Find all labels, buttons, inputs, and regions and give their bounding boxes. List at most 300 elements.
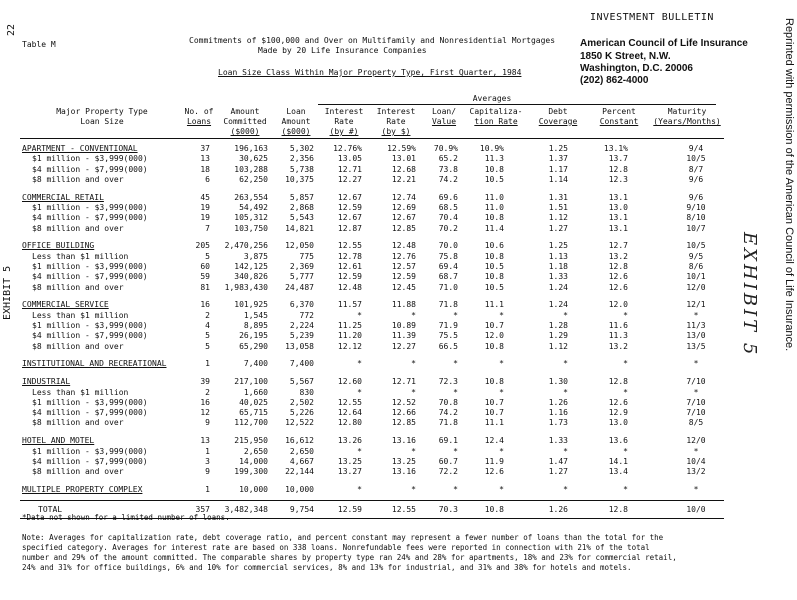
cell-capitalization-rate: 11.0 [484, 192, 504, 202]
cell-interest-rate-number: 12.55 [337, 241, 362, 251]
cell-loans: 13 [200, 154, 210, 164]
cell-capitalization-rate: 10.8 [484, 341, 504, 351]
cell-loans: 205 [195, 241, 210, 251]
cell-loan-value: * [453, 446, 458, 456]
cell-percent-constant: 12.8 [608, 262, 628, 271]
cell-interest-rate-dollar: * [411, 484, 416, 494]
cell-loans: 9 [205, 418, 210, 428]
cell-loan-amount: 6,370 [289, 300, 314, 310]
cell-interest-rate-dollar: 12.74 [391, 192, 416, 202]
cell-amount-committed: 3,875 [243, 251, 268, 261]
cell-loan-amount: 5,567 [289, 377, 314, 387]
cell-interest-rate-dollar: 12.85 [391, 418, 416, 428]
cell-maturity: 7/10 [686, 397, 706, 407]
cell-interest-rate-dollar: 12.68 [391, 164, 416, 174]
cell-loans: 60 [200, 262, 210, 271]
col-header-loan-value: Loan/ Value [431, 107, 457, 126]
cell-interest-rate-dollar: 13.16 [391, 467, 416, 477]
row-label: $1 million - $3,999(000) [32, 397, 148, 407]
cell-debt-coverage: 1.73 [548, 418, 568, 428]
cell-percent-constant: * [623, 446, 628, 456]
cell-debt-coverage: * [563, 484, 568, 494]
cell-loans: 1 [205, 484, 210, 494]
cell-maturity: 10/7 [686, 223, 706, 233]
cell-debt-coverage: 1.31 [548, 192, 568, 202]
cell-interest-rate-dollar: 12.85 [391, 223, 416, 233]
cell-maturity: * [693, 310, 699, 320]
cell-loans: 5 [205, 341, 210, 351]
col-header-loan-amount: Loan Amount ($000) [281, 107, 311, 136]
cell-loan-amount: 7,400 [289, 359, 314, 369]
cell-percent-constant: 12.8 [608, 377, 628, 387]
table-section-row [0, 300, 797, 310]
cell-loans: 5 [205, 251, 210, 261]
cell-loan-amount: 2,650 [289, 446, 314, 456]
cell-loan-value: 72.2 [438, 467, 458, 477]
cell-interest-rate-dollar: 12.66 [391, 408, 416, 418]
cell-percent-constant: 13.1 [608, 223, 628, 233]
cell-debt-coverage: 1.18 [548, 262, 568, 271]
table-label: Table M [22, 40, 56, 49]
cell-amount-committed: 1,545 [243, 310, 268, 320]
cell-loan-amount: 5,226 [289, 408, 314, 418]
cell-interest-rate-number: 12.76% [333, 144, 362, 153]
cell-capitalization-rate: * [499, 446, 504, 456]
cell-maturity: 9/6 [688, 192, 704, 202]
cell-capitalization-rate: 10.8 [484, 377, 504, 387]
cell-interest-rate-dollar: 12.67 [391, 213, 416, 223]
cell-debt-coverage: 1.33 [548, 436, 568, 446]
cell-loans: 13 [200, 436, 210, 446]
cell-loans: 3 [205, 456, 210, 466]
table-section-row [0, 144, 797, 154]
cell-interest-rate-dollar: 12.59 [391, 272, 416, 282]
cell-interest-rate-number: * [357, 387, 362, 397]
table-section-row [0, 359, 797, 369]
table-row [0, 224, 797, 234]
cell-debt-coverage: 1.28 [548, 321, 568, 330]
table-section-row [0, 436, 797, 446]
cell-interest-rate-number: 12.78 [337, 251, 362, 261]
row-label: $8 million and over [32, 223, 124, 233]
cell-loans: 37 [200, 144, 210, 153]
cell-loan-value: * [453, 484, 458, 494]
cell-loan-value: 70.3 [438, 504, 458, 514]
table-row [0, 388, 797, 398]
cell-capitalization-rate: 11.1 [484, 418, 504, 428]
cell-percent-constant: * [623, 484, 628, 494]
cell-interest-rate-number: 11.20 [337, 331, 362, 341]
cell-amount-committed: 340,826 [234, 272, 268, 282]
cell-debt-coverage: 1.26 [548, 397, 568, 407]
exhibit-handwritten-mark: EXHIBIT 5 [739, 232, 760, 358]
cell-loan-amount: 12,050 [285, 241, 314, 251]
cell-capitalization-rate: 10.8 [484, 213, 504, 223]
cell-interest-rate-number: * [357, 359, 362, 369]
cell-loans: 18 [200, 164, 210, 174]
note-line-4: 24% and 31% for office buildings, 6% and 10% for commercial services, 8% and 13% for industrial, and 31% and 38% for hotels and motels. [22, 563, 632, 572]
cell-interest-rate-dollar: 12.69 [391, 203, 416, 212]
row-label: $8 million and over [32, 418, 124, 428]
row-label: Less than $1 million [32, 387, 129, 397]
cell-capitalization-rate: 10.5 [484, 174, 504, 184]
cell-amount-committed: 10,000 [239, 484, 268, 494]
cell-amount-committed: 103,750 [234, 223, 268, 233]
cell-debt-coverage: 1.25 [548, 241, 568, 251]
footnote: *Data not shown for a limited number of loans. [22, 513, 230, 522]
cell-loan-amount: 2,224 [289, 321, 314, 330]
cell-loan-value: 70.0 [438, 241, 458, 251]
cell-debt-coverage: 1.26 [548, 504, 568, 514]
cell-amount-committed: 30,625 [239, 154, 268, 164]
cell-maturity: 13/5 [686, 341, 706, 351]
table-section-row [0, 241, 797, 251]
cell-capitalization-rate: 10.8 [484, 251, 504, 261]
cell-maturity: 8/5 [688, 418, 704, 428]
cell-maturity: 12/1 [686, 300, 706, 310]
col-header-property-type: Major Property Type Loan Size [56, 107, 148, 126]
cell-loan-value: * [453, 310, 458, 320]
col-header-percent-constant: Percent Constant [599, 107, 639, 126]
cell-loan-amount: 5,857 [289, 192, 314, 202]
averages-label: Averages [472, 94, 512, 103]
cell-debt-coverage: * [563, 359, 568, 369]
cell-debt-coverage: * [563, 446, 568, 456]
cell-loans: 2 [205, 310, 210, 320]
cell-capitalization-rate: * [499, 359, 504, 369]
org-name: American Council of Life Insurance [580, 38, 748, 49]
cell-amount-committed: 103,288 [234, 164, 268, 174]
cell-loan-value: 68.5 [438, 203, 458, 212]
cell-interest-rate-number: 13.26 [337, 436, 362, 446]
cell-interest-rate-dollar: 13.01 [391, 154, 416, 164]
cell-loans: 81 [200, 282, 210, 292]
cell-loan-value: 74.2 [438, 174, 458, 184]
cell-amount-committed: 40,025 [239, 397, 268, 407]
row-label: INSTITUTIONAL AND RECREATIONAL [22, 359, 167, 369]
row-label: $1 million - $3,999(000) [32, 154, 148, 164]
cell-maturity: * [693, 359, 699, 369]
cell-amount-committed: 101,925 [234, 300, 268, 310]
row-label: HOTEL AND MOTEL [22, 436, 95, 446]
cell-interest-rate-number: 12.71 [337, 164, 362, 174]
row-label: $4 million - $7,999(000) [32, 213, 148, 223]
cell-interest-rate-number: 12.67 [337, 192, 362, 202]
cell-amount-committed: 62,250 [239, 174, 268, 184]
cell-capitalization-rate: 10.5 [484, 262, 504, 271]
cell-loan-amount: 10,000 [285, 484, 314, 494]
cell-maturity: 12/0 [686, 436, 706, 446]
cell-capitalization-rate: 11.1 [484, 300, 504, 310]
cell-loan-value: * [453, 359, 458, 369]
cell-loan-amount: 14,821 [285, 223, 314, 233]
cell-interest-rate-dollar: 11.39 [391, 331, 416, 341]
cell-percent-constant: 12.6 [608, 282, 628, 292]
cell-capitalization-rate: 10.8 [484, 164, 504, 174]
cell-loan-value: 74.2 [438, 408, 458, 418]
cell-percent-constant: 12.0 [608, 300, 628, 310]
org-street: 1850 K Street, N.W. [580, 51, 671, 62]
exhibit-label-left: EXHIBIT 5 [2, 265, 13, 320]
cell-interest-rate-dollar: 11.88 [391, 300, 416, 310]
row-label: Less than $1 million [32, 310, 129, 320]
row-label: $1 million - $3,999(000) [32, 446, 148, 456]
cell-loan-amount: 24,487 [285, 282, 314, 292]
cell-capitalization-rate: 12.6 [484, 467, 504, 477]
cell-loans: 59 [200, 272, 210, 282]
cell-amount-committed: 112,700 [234, 418, 268, 428]
cell-capitalization-rate: 11.4 [484, 223, 504, 233]
cell-debt-coverage: 1.27 [548, 467, 568, 477]
cell-maturity: 9/4 [688, 144, 704, 153]
cell-interest-rate-dollar: 12.21 [391, 174, 416, 184]
cell-percent-constant: 12.3 [608, 174, 628, 184]
cell-interest-rate-number: * [357, 446, 362, 456]
table-row [0, 283, 797, 293]
cell-interest-rate-dollar: 12.57 [391, 262, 416, 271]
cell-percent-constant: * [623, 387, 628, 397]
cell-amount-committed: 65,715 [239, 408, 268, 418]
cell-percent-constant: 11.6 [608, 321, 628, 330]
row-label: $8 million and over [32, 467, 124, 477]
cell-loan-value: 75.8 [438, 251, 458, 261]
cell-loan-amount: 2,369 [289, 262, 314, 271]
table-row [0, 203, 797, 213]
cell-interest-rate-number: 12.61 [337, 262, 362, 271]
cell-maturity: 10/5 [686, 154, 706, 164]
table-row [0, 252, 797, 262]
col-header-no-of-loans: No. of Loans [184, 107, 214, 126]
cell-maturity: * [693, 446, 699, 456]
cell-loan-value: 71.8 [438, 418, 458, 428]
table-row [0, 457, 797, 467]
cell-amount-committed: 199,300 [234, 467, 268, 477]
cell-debt-coverage: 1.14 [548, 174, 568, 184]
table-section-row [0, 485, 797, 495]
cell-capitalization-rate: 10.7 [484, 397, 504, 407]
cell-capitalization-rate: * [499, 310, 504, 320]
cell-capitalization-rate: 11.0 [484, 203, 504, 212]
cell-maturity: 13/0 [686, 331, 706, 341]
cell-maturity: 11/3 [686, 321, 706, 330]
cell-loan-amount: 13,058 [285, 341, 314, 351]
cell-interest-rate-number: * [357, 484, 362, 494]
cell-debt-coverage: 1.17 [548, 164, 568, 174]
cell-loans: 2 [205, 387, 210, 397]
cell-interest-rate-dollar: 12.52 [391, 397, 416, 407]
cell-amount-committed: 14,000 [239, 456, 268, 466]
table-row [0, 165, 797, 175]
cell-loan-value: 75.5 [438, 331, 458, 341]
row-label: $8 million and over [32, 282, 124, 292]
cell-maturity: 7/10 [686, 408, 706, 418]
cell-amount-committed: 1,983,430 [224, 282, 268, 292]
cell-debt-coverage: 1.24 [548, 282, 568, 292]
table-row [0, 331, 797, 341]
cell-capitalization-rate: 11.3 [484, 154, 504, 164]
cell-percent-constant: 13.6 [608, 436, 628, 446]
cell-interest-rate-dollar: * [411, 359, 416, 369]
cell-interest-rate-dollar: 12.59% [387, 144, 416, 153]
cell-amount-committed: 217,100 [234, 377, 268, 387]
cell-loan-amount: 10,375 [285, 174, 314, 184]
cell-percent-constant: 13.1% [603, 144, 628, 153]
cell-loans: 19 [200, 203, 210, 212]
cell-loan-amount: 12,522 [285, 418, 314, 428]
note-line-2: specified category. Averages for interest rate are based on 338 loans. Nonrefundable fees were reported in connection with 21% of the total [22, 543, 650, 552]
cell-loan-value: 70.9% [433, 144, 458, 153]
cell-interest-rate-number: 12.27 [337, 174, 362, 184]
cell-percent-constant: 13.2 [608, 341, 628, 351]
row-label: MULTIPLE PROPERTY COMPLEX [22, 484, 143, 494]
cell-loans: 16 [200, 397, 210, 407]
cell-loans: 5 [205, 331, 210, 341]
col-header-maturity: Maturity (Years/Months) [653, 107, 721, 126]
cell-loan-amount: 22,144 [285, 467, 314, 477]
cell-loans: 357 [195, 504, 210, 514]
row-label: $8 million and over [32, 174, 124, 184]
cell-amount-committed: 2,650 [243, 446, 268, 456]
table-subtitle: Loan Size Class Within Major Property Type, First Quarter, 1984 [218, 68, 522, 77]
table-row [0, 398, 797, 408]
cell-amount-committed: 105,312 [234, 213, 268, 223]
cell-maturity: 10/5 [686, 241, 706, 251]
cell-amount-committed: 65,290 [239, 341, 268, 351]
cell-amount-committed: 54,492 [239, 203, 268, 212]
table-row [0, 342, 797, 352]
cell-loan-value: 68.7 [438, 272, 458, 282]
cell-amount-committed: 215,950 [234, 436, 268, 446]
cell-percent-constant: 13.1 [608, 192, 628, 202]
cell-loan-value: 70.4 [438, 213, 458, 223]
table-row [0, 408, 797, 418]
note-line-1: Note: Averages for capitalization rate, debt coverage ratio, and percent constant may represent a fewer number of loans than the total for the [22, 533, 664, 542]
cell-percent-constant: 13.0 [608, 418, 628, 428]
cell-amount-committed: 142,125 [234, 262, 268, 271]
row-label: $4 million - $7,999(000) [32, 331, 148, 341]
cell-capitalization-rate: 10.6 [484, 241, 504, 251]
row-label: OFFICE BUILDING [22, 241, 95, 251]
cell-loan-value: 71.8 [438, 300, 458, 310]
cell-loan-amount: 5,777 [289, 272, 314, 282]
cell-interest-rate-dollar: 12.71 [391, 377, 416, 387]
cell-maturity: 8/10 [686, 213, 706, 223]
cell-interest-rate-dollar: 13.25 [391, 456, 416, 466]
cell-percent-constant: 13.7 [608, 154, 628, 164]
cell-debt-coverage: 1.27 [548, 223, 568, 233]
cell-capitalization-rate: 11.9 [484, 456, 504, 466]
cell-loans: 19 [200, 213, 210, 223]
cell-loan-amount: 830 [299, 387, 314, 397]
col-header-amount-committed: Amount Committed ($000) [223, 107, 267, 136]
cell-interest-rate-number: 12.67 [337, 213, 362, 223]
cell-amount-committed: 2,470,256 [224, 241, 268, 251]
cell-loan-amount: 5,543 [289, 213, 314, 223]
table-row [0, 311, 797, 321]
cell-loans: 6 [205, 174, 210, 184]
cell-amount-committed: 1,660 [243, 387, 268, 397]
col-header-debt-coverage: Debt Coverage [538, 107, 578, 126]
cell-interest-rate-number: 12.59 [337, 203, 362, 212]
cell-loan-amount: 5,302 [289, 144, 314, 153]
cell-loan-amount: 775 [299, 251, 314, 261]
org-city: Washington, D.C. 20006 [580, 63, 693, 74]
row-label: $4 million - $7,999(000) [32, 164, 148, 174]
row-label: $4 million - $7,999(000) [32, 456, 148, 466]
cell-debt-coverage: 1.47 [548, 456, 568, 466]
row-label: $4 million - $7,999(000) [32, 408, 148, 418]
cell-amount-committed: 263,554 [234, 192, 268, 202]
cell-maturity: 12/0 [686, 282, 706, 292]
cell-capitalization-rate: 10.9% [479, 144, 504, 153]
cell-maturity: * [693, 484, 699, 494]
table-title-line2: Made by 20 Life Insurance Companies [258, 46, 427, 55]
cell-debt-coverage: 1.25 [548, 144, 568, 153]
cell-loans: 7 [205, 223, 210, 233]
cell-interest-rate-dollar: * [411, 387, 416, 397]
cell-maturity: 10/0 [686, 504, 706, 514]
table-title-line1: Commitments of $100,000 and Over on Multifamily and Nonresidential Mortgages [189, 36, 556, 45]
cell-loan-amount: 16,612 [285, 436, 314, 446]
cell-loan-value: 70.8 [438, 397, 458, 407]
table-row [0, 262, 797, 272]
cell-maturity: 7/10 [686, 377, 706, 387]
cell-capitalization-rate: 10.5 [484, 282, 504, 292]
cell-interest-rate-number: 13.27 [337, 467, 362, 477]
cell-maturity: 10/4 [686, 456, 706, 466]
cell-loans: 4 [205, 321, 210, 330]
row-label: $8 million and over [32, 341, 124, 351]
table-row [0, 175, 797, 185]
cell-loan-value: 69.4 [438, 262, 458, 271]
cell-loan-value: 65.2 [438, 154, 458, 164]
cell-amount-committed: 8,895 [243, 321, 268, 330]
cell-loan-value: 60.7 [438, 456, 458, 466]
cell-capitalization-rate: 10.7 [484, 408, 504, 418]
cell-loans: 1 [205, 446, 210, 456]
table-row [0, 447, 797, 457]
cell-interest-rate-number: 12.59 [337, 504, 362, 514]
cell-capitalization-rate: 10.8 [484, 272, 504, 282]
cell-percent-constant: 11.3 [608, 331, 628, 341]
cell-interest-rate-dollar: 12.76 [391, 251, 416, 261]
cell-interest-rate-number: 12.12 [337, 341, 362, 351]
cell-loan-amount: 9,754 [289, 504, 314, 514]
row-label: $1 million - $3,999(000) [32, 203, 148, 212]
cell-interest-rate-dollar: 10.89 [391, 321, 416, 330]
cell-interest-rate-number: 12.80 [337, 418, 362, 428]
cell-percent-constant: 13.1 [608, 213, 628, 223]
cell-loan-amount: 4,667 [289, 456, 314, 466]
row-label: $1 million - $3,999(000) [32, 321, 148, 330]
cell-interest-rate-number: 11.25 [337, 321, 362, 330]
cell-loan-value: 71.9 [438, 321, 458, 330]
cell-loan-value: 71.0 [438, 282, 458, 292]
col-header-interest-rate-number: Interest Rate (by #) [324, 107, 364, 136]
cell-loan-value: 73.8 [438, 164, 458, 174]
cell-debt-coverage: 1.51 [548, 203, 568, 212]
cell-interest-rate-dollar: 13.16 [391, 436, 416, 446]
cell-loans: 9 [205, 467, 210, 477]
cell-percent-constant: 13.2 [608, 251, 628, 261]
cell-interest-rate-number: 12.64 [337, 408, 362, 418]
col-header-capitalization-rate: Capitaliza- tion Rate [469, 107, 523, 126]
cell-percent-constant: 12.6 [608, 272, 628, 282]
cell-debt-coverage: 1.37 [548, 154, 568, 164]
cell-loan-value: * [453, 387, 458, 397]
cell-amount-committed: 26,195 [239, 331, 268, 341]
org-phone: (202) 862-4000 [580, 75, 649, 86]
